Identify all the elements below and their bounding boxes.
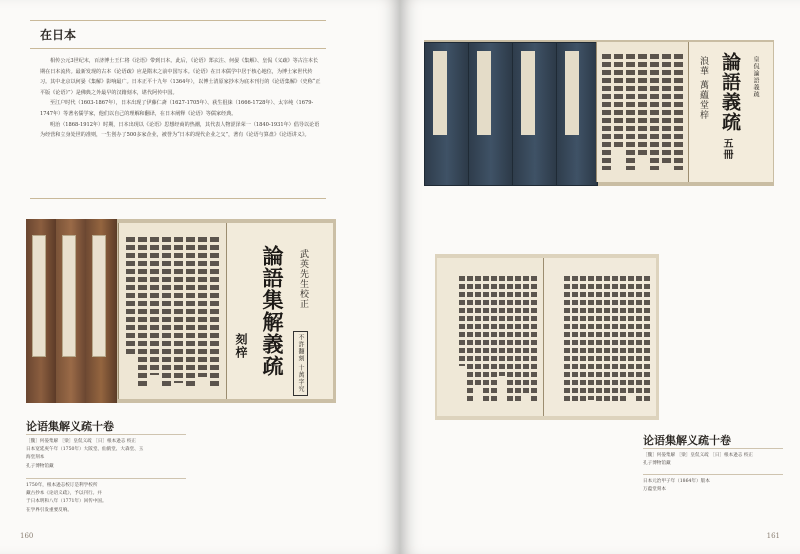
open-page-left	[437, 258, 543, 416]
caption-line: 孔子博物馆藏	[643, 461, 671, 467]
caption-title: 论语集解义疏十卷	[26, 420, 114, 433]
page-number: 160	[20, 532, 34, 540]
book-volume	[424, 42, 470, 186]
book-spine	[56, 219, 87, 403]
photo-side-text: 武英先生校正	[298, 249, 308, 309]
caption-note-line: 万蕴堂刻本	[643, 487, 666, 493]
paragraph: 明治（1868-1912年）时期，日本出现以《论语》思想经商的热潮，其代表人物涩泽荣一（1840-1931年）倡导以论语为经营和立身处世的准则，一生创办了500多家企业，被誉为“日本的现代企业之父”，著有《论语与算盘》《论语讲义》。	[40, 121, 320, 139]
caption-details	[643, 452, 793, 468]
caption-rule	[643, 448, 783, 449]
book-spine	[26, 219, 57, 403]
book-spine	[86, 219, 117, 403]
photo-side-text: 皇侃論語義疏	[752, 56, 759, 98]
caption-note	[26, 482, 196, 515]
caption-note-line: 于日本明和八年（1771年）回传中国。	[26, 499, 107, 505]
book-volume	[468, 42, 514, 186]
caption-line: 海堂刻本	[26, 455, 45, 461]
section-title: 在日本	[40, 28, 77, 42]
caption-details	[26, 438, 196, 471]
caption-line: ［魏］何晏集解 ［梁］皇侃义疏 ［日］根本逊志 校正	[26, 439, 137, 444]
book-photo-left	[26, 219, 336, 403]
photo-carved-text: 刻梓	[234, 333, 248, 359]
paragraph: 至江户时代（1603-1867年），日本出现了伊藤仁斋（1627-1705年）、荻生徂徕（1666-1728年）、太宰纯（1679-1747年）等著名儒学家，他们以自己的理解和翻译，在日本阐释《论语》等儒家经典。	[40, 100, 314, 117]
book-photo-bottom	[435, 254, 659, 420]
open-page-text	[596, 42, 689, 182]
caption-note-line: 藏古抄本《论语义疏》，予以刊行。并	[26, 491, 102, 497]
book-volume	[512, 42, 558, 186]
book-volume	[556, 42, 598, 186]
caption-note-line: 1750年，根本逊志校订是利学校所	[26, 483, 98, 488]
photo-box-text: 不許翻刻 十萬字究	[293, 331, 308, 396]
caption-title: 论语集解义疏十卷	[643, 434, 731, 447]
caption-rule	[643, 474, 783, 475]
open-page-right	[543, 258, 656, 416]
photo-volumes-text: 五冊	[721, 138, 732, 160]
photo-title-text: 論語集解義疏	[260, 245, 285, 377]
text-bottom-rule	[30, 198, 326, 199]
caption-note-line: 在学界引发重要反响。	[26, 507, 72, 513]
open-page-right	[226, 223, 333, 399]
caption-rule	[26, 434, 186, 435]
open-page-left	[118, 223, 227, 399]
body-text	[40, 56, 322, 141]
caption-line: 孔子博物馆藏	[26, 463, 54, 469]
top-rule	[30, 20, 326, 21]
photo-publisher-text: 浪華 萬藴堂梓	[698, 56, 708, 120]
page-number: 161	[766, 532, 780, 540]
book-photo-top	[424, 40, 774, 186]
open-page-title	[688, 42, 773, 182]
caption-line: 日本宽延庚午年（1750年）大阪堂、仙鹤堂、大森堂、玉	[26, 447, 144, 453]
photo-title-text: 論語義疏	[719, 52, 741, 132]
caption-note-line: 日本元治甲子年（1864年）版本	[643, 479, 710, 484]
caption-note	[643, 478, 793, 494]
title-rule	[30, 48, 326, 49]
paragraph: 相传公元3世纪末，百济博士王仁将《论语》带到日本。此后，《论语》郑玄注、何晏《集解》、皇侃《义疏》等古注本长期在日本流传。最新发现的古本《论语疏》应是隋末之前中国写本。《论语》在日本儒学中居于核心地位，为博士家世代传习。其中北京以何晏《集解》影响最广。日本正平十九年（1364年），以博士清原家抄本为底本刊行的《论语集解》（史称“正平版《论语》”）是佛典之外最早的汉籍刻本，堪代阿传中国。	[40, 58, 321, 96]
caption-line: ［魏］何晏集解 ［梁］皇侃义疏 ［日］根本逊志 校正	[643, 453, 754, 458]
right-page	[400, 0, 800, 554]
caption-rule	[26, 478, 186, 479]
